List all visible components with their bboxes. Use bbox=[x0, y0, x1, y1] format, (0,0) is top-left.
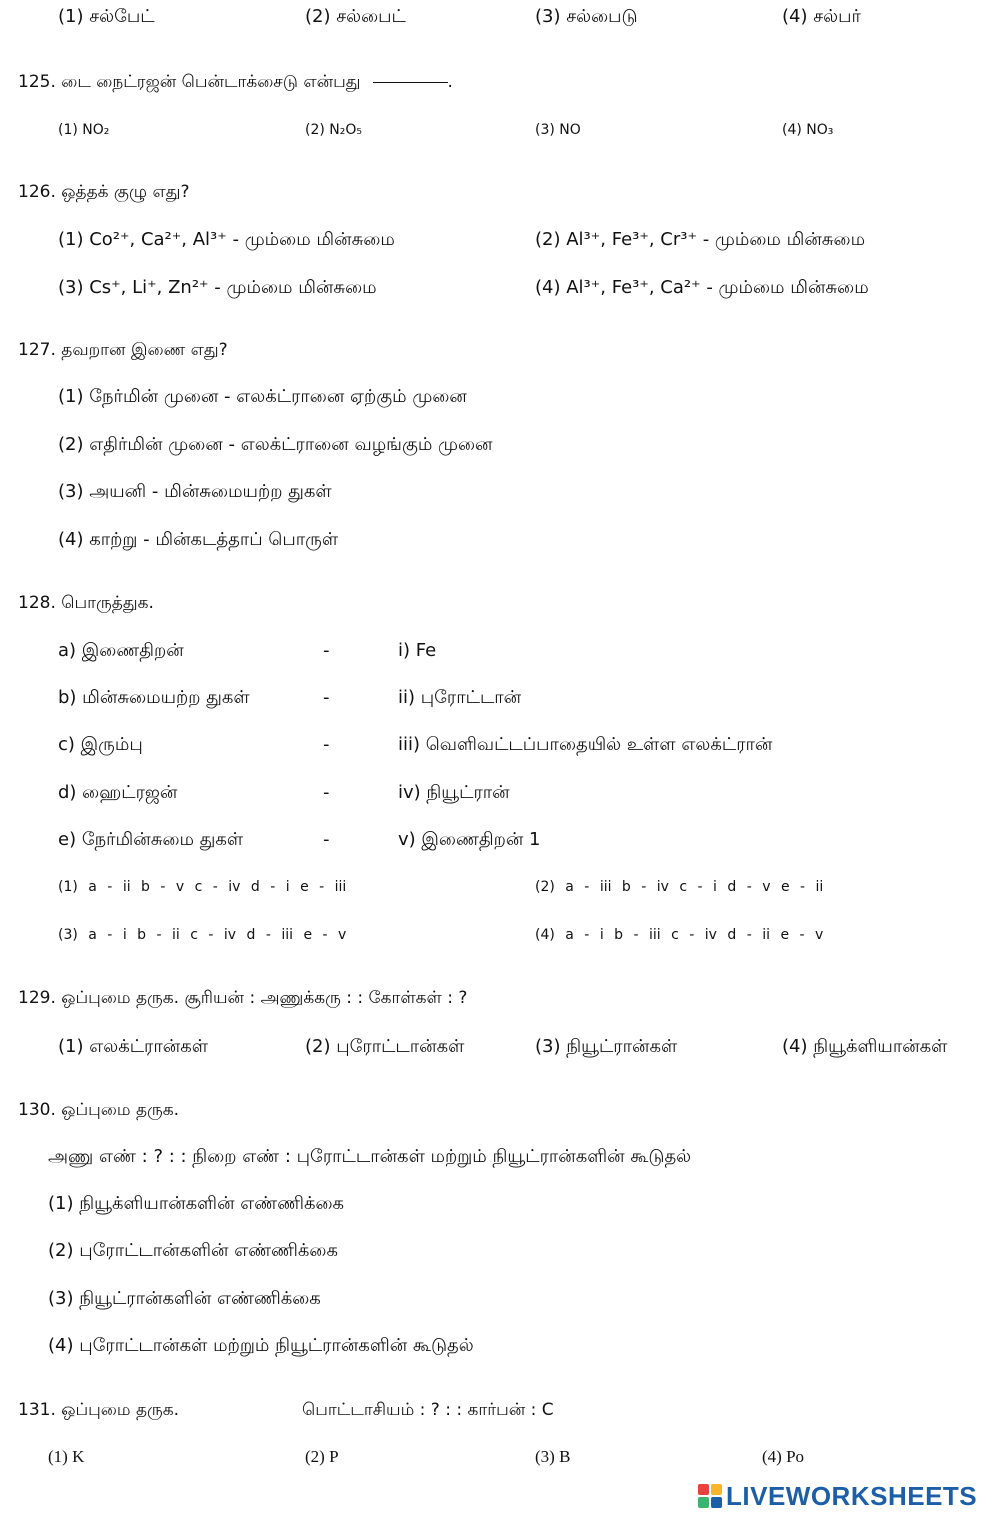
q125-question bbox=[18, 72, 453, 94]
q125-option-2[interactable]: (2) N₂O₅ bbox=[305, 122, 362, 138]
q125-option-4[interactable]: (4) NO₃ bbox=[782, 122, 834, 138]
q126-option-4[interactable]: (4) Al³⁺, Fe³⁺, Ca²⁺ - மும்மை மின்சுமை bbox=[535, 277, 869, 298]
q131-option-3[interactable]: (3) B bbox=[535, 1447, 571, 1466]
q124-option-1[interactable]: (1) சல்பேட் bbox=[58, 6, 155, 27]
q130-question: 130. ஒப்புமை தருக. bbox=[18, 1100, 180, 1120]
q128-left-c: c) இரும்பு bbox=[58, 734, 143, 755]
q129-option-4[interactable]: (4) நியூக்ளியான்கள் bbox=[782, 1036, 948, 1057]
q128-option-1[interactable]: (1) a - ii b - v c - iv d - i e - iii bbox=[58, 879, 347, 895]
q125-stem: 125. டை நைட்ரஜன் பென்டாக்சைடு என்பது bbox=[18, 72, 361, 92]
q125-blank bbox=[373, 82, 448, 83]
q126-option-3[interactable]: (3) Cs⁺, Li⁺, Zn²⁺ - மும்மை மின்சுமை bbox=[58, 277, 377, 298]
q130-analogy: அணு எண் : ? : : நிறை எண் : புரோட்டான்கள் மற்றும் நியூட்ரான்களின் கூடுதல் bbox=[48, 1146, 692, 1167]
q126-question: 126. ஒத்தக் குழு எது? bbox=[18, 182, 190, 202]
q131-question: 131. ஒப்புமை தருக. bbox=[18, 1400, 180, 1420]
q131-option-1[interactable]: (1) K bbox=[48, 1447, 85, 1466]
logo-tile-yellow bbox=[711, 1484, 722, 1495]
q127-option-3[interactable]: (3) அயனி - மின்சுமையற்ற துகள் bbox=[58, 481, 332, 502]
q126-option-2[interactable]: (2) Al³⁺, Fe³⁺, Cr³⁺ - மும்மை மின்சுமை bbox=[535, 229, 866, 250]
q126-option-1[interactable]: (1) Co²⁺, Ca²⁺, Al³⁺ - மும்மை மின்சுமை bbox=[58, 229, 395, 250]
q129-option-3[interactable]: (3) நியூட்ரான்கள் bbox=[535, 1036, 678, 1057]
q128-option-2[interactable]: (2) a - iii b - iv c - i d - v e - ii bbox=[535, 879, 824, 895]
q128-left-b: b) மின்சுமையற்ற துகள் bbox=[58, 687, 250, 708]
q127-option-2[interactable]: (2) எதிர்மின் முனை - எலக்ட்ரானை வழங்கும் முனை bbox=[58, 434, 493, 455]
q130-option-3[interactable]: (3) நியூட்ரான்களின் எண்ணிக்கை bbox=[48, 1288, 321, 1309]
q124-option-2[interactable]: (2) சல்பைட் bbox=[305, 6, 406, 27]
q129-question: 129. ஒப்புமை தருக. சூரியன் : அணுக்கரு : : கோள்கள் : ? bbox=[18, 988, 468, 1008]
q128-right-iii: iii) வெளிவட்டப்பாதையில் உள்ள எலக்ட்ரான் bbox=[398, 734, 773, 755]
q125-option-1[interactable]: (1) NO₂ bbox=[58, 122, 110, 138]
liveworksheets-logo-text: LIVEWORKSHEETS bbox=[726, 1480, 978, 1511]
q124-option-3[interactable]: (3) சல்பைடு bbox=[535, 6, 638, 27]
q130-option-1[interactable]: (1) நியூக்ளியான்களின் எண்ணிக்கை bbox=[48, 1193, 345, 1214]
q128-right-iv: iv) நியூட்ரான் bbox=[398, 782, 510, 803]
q128-right-ii: ii) புரோட்டான் bbox=[398, 687, 522, 708]
q129-option-2[interactable]: (2) புரோட்டான்கள் bbox=[305, 1036, 465, 1057]
q131-analogy: பொட்டாசியம் : ? : : கார்பன் : C bbox=[302, 1400, 554, 1420]
q128-option-3[interactable]: (3) a - i b - ii c - iv d - iii e - v bbox=[58, 927, 347, 943]
q128-right-v: v) இணைதிறன் 1 bbox=[398, 829, 541, 850]
q124-option-4[interactable]: (4) சல்பர் bbox=[782, 6, 861, 27]
liveworksheets-logo-icon bbox=[698, 1484, 722, 1508]
liveworksheets-logo bbox=[698, 1482, 977, 1510]
q125-option-3[interactable]: (3) NO bbox=[535, 122, 581, 138]
q131-option-2[interactable]: (2) P bbox=[305, 1447, 339, 1466]
q130-option-2[interactable]: (2) புரோட்டான்களின் எண்ணிக்கை bbox=[48, 1240, 338, 1261]
q128-question: 128. பொருத்துக. bbox=[18, 593, 154, 613]
q127-question: 127. தவறான இணை எது? bbox=[18, 340, 228, 360]
q130-option-4[interactable]: (4) புரோட்டான்கள் மற்றும் நியூட்ரான்களின் கூடுதல் bbox=[48, 1335, 474, 1356]
q129-option-1[interactable]: (1) எலக்ட்ரான்கள் bbox=[58, 1036, 208, 1057]
q131-option-4[interactable]: (4) Po bbox=[762, 1447, 805, 1466]
q128-left-d: d) ஹைட்ரஜன் bbox=[58, 782, 178, 803]
q128-option-4[interactable]: (4) a - i b - iii c - iv d - ii e - v bbox=[535, 927, 824, 943]
q128-dash-b: - bbox=[323, 687, 330, 708]
q128-left-e: e) நேர்மின்சுமை துகள் bbox=[58, 829, 244, 850]
logo-tile-blue bbox=[711, 1497, 722, 1508]
q125-stem-end: . bbox=[447, 72, 453, 92]
q127-option-1[interactable]: (1) நேர்மின் முனை - எலக்ட்ரானை ஏற்கும் முனை bbox=[58, 386, 467, 407]
logo-tile-green bbox=[698, 1497, 709, 1508]
q128-dash-a: - bbox=[323, 640, 330, 661]
q128-right-i: i) Fe bbox=[398, 640, 437, 661]
logo-tile-red bbox=[698, 1484, 709, 1495]
q128-dash-d: - bbox=[323, 782, 330, 803]
q128-left-a: a) இணைதிறன் bbox=[58, 640, 184, 661]
q128-dash-c: - bbox=[323, 734, 330, 755]
q128-dash-e: - bbox=[323, 829, 330, 850]
q127-option-4[interactable]: (4) காற்று - மின்கடத்தாப் பொருள் bbox=[58, 529, 339, 550]
